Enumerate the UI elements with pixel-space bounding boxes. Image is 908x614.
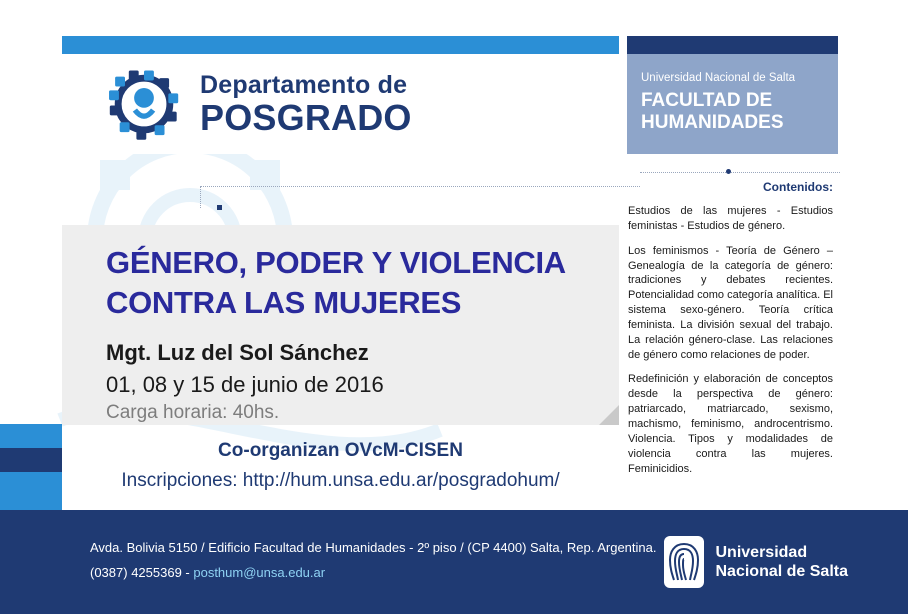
accent-stripe-1 [0, 424, 62, 448]
university-name: Universidad Nacional de Salta [641, 72, 796, 84]
department-line-1: Departamento de [200, 70, 408, 99]
department-line-2: POSGRADO [200, 96, 412, 138]
course-title [106, 243, 593, 322]
course-info-panel [62, 225, 619, 425]
contents-paragraph-3: Redefinición y elaboración de conceptos desde la perspectiva de género: patriarcado, matriarcado, sexismo, machismo, feminismo, androcentrismo. Violencia. Tipos y modalidades de violencia contra las mujeres. Feminicidios. [628, 373, 833, 475]
dotted-line-horizontal [200, 186, 640, 187]
faculty-line-1: FACULTAD DE [641, 90, 773, 111]
fingerprint-icon [664, 536, 704, 588]
speaker-name: Mgt. Luz del Sol Sánchez [106, 340, 369, 366]
department-text-block [200, 70, 412, 138]
footer-phone-email [90, 561, 656, 586]
course-title-line-2: CONTRA LAS MUJERES [106, 284, 462, 320]
co-organizers: Co-organizan OVcM-CISEN [218, 440, 463, 461]
faculty-line-2: HUMANIDADES [641, 111, 784, 133]
dotted-line-vertical [200, 186, 201, 208]
footer-logo-line-1: Universidad [715, 543, 808, 561]
footer-email[interactable]: posthum@unsa.edu.ar [193, 564, 326, 580]
contents-column [628, 180, 833, 486]
course-workload: Carga horaria: 40hs. [106, 402, 280, 424]
header-department [62, 54, 619, 154]
footer-logo-text [716, 543, 849, 581]
dotted-line-right [640, 172, 840, 173]
contents-paragraph-1: Estudios de las mujeres - Estudios feministas - Estudios de género. [628, 205, 833, 232]
header-faculty [627, 54, 838, 154]
contents-paragraph-2: Los feminismos - Teoría de Género – Genealogía de la categoría de género: tradiciones y debates recientes. Potencialidad como categoría analítica. El sistema sexo-género. Teoría crítica feminista. La división sexual del trabajo. La relación género-clase. Las relaciones de género como relaciones de poder. [628, 244, 833, 361]
contents-title: Contenidos: [763, 180, 833, 194]
footer-address: Avda. Bolivia 5150 / Edificio Facultad de Humanidades - 2º piso / (CP 4400) Salta, Rep. Argentina. [90, 540, 657, 555]
course-title-line-1: GÉNERO, PODER Y VIOLENCIA [106, 245, 566, 280]
footer-phone: (0387) 4255369 - [90, 564, 194, 580]
accent-stripe-3 [0, 472, 62, 510]
footer-university-logo [664, 536, 849, 588]
accent-stripe-2 [0, 448, 62, 472]
top-bar-light-blue [62, 36, 619, 54]
course-dates: 01, 08 y 15 de junio de 2016 [106, 372, 384, 398]
posgrado-logo-icon [106, 66, 182, 142]
footer-contact-block [90, 536, 656, 585]
footer [0, 510, 908, 614]
dot-marker-square [217, 205, 222, 210]
registration-link[interactable]: Inscripciones: http://hum.unsa.edu.ar/posgradohum/ [121, 470, 560, 491]
top-bar-dark-blue [627, 36, 838, 54]
footer-logo-line-2: Nacional de Salta [715, 563, 848, 580]
dot-marker-round [726, 169, 731, 174]
